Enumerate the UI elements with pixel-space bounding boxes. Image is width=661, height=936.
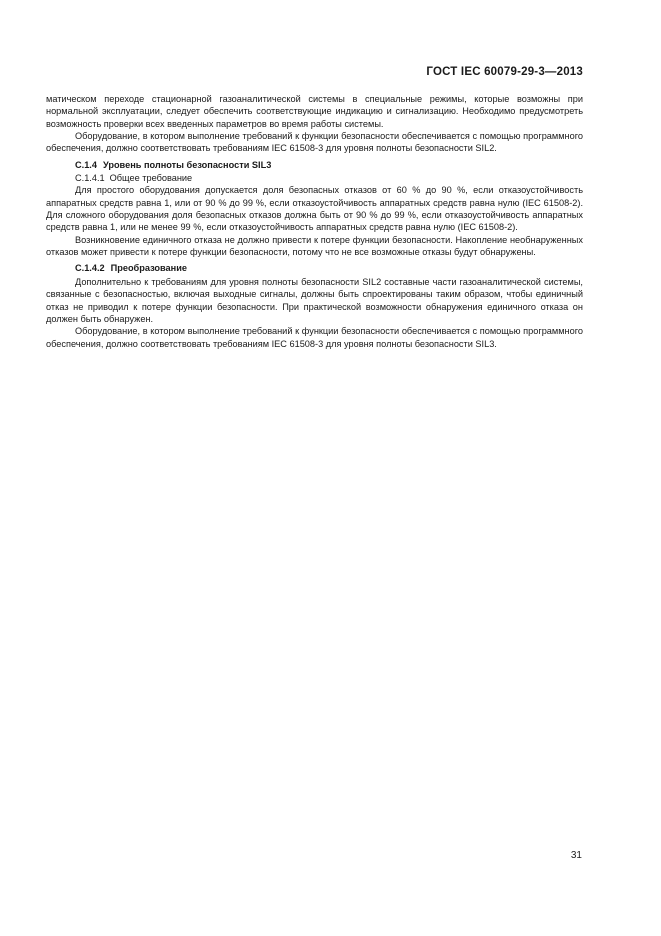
standard-designation: ГОСТ IEC 60079-29-3—2013 [426, 66, 583, 78]
section-title: Уровень полноты безопасности SIL3 [102, 159, 272, 170]
paragraph-safe-failure-fraction: Для простого оборудования допускается доля безопасных отказов от 60 % до 90 %, если отказоустойчивость аппаратных средств равна 1, или от 90 % до 99 %, если отказоустойчивость аппаратных средств равна нулю (IEC 61508-2). Для сложного оборудования доля безопасных отказов должна быть от 90 % до 99 %, если отказоустойчивость аппаратных средств равна 1, или не менее 99 %, если отказоустойчивость аппаратных средств равна нулю (IEC 61508-2). [46, 185, 583, 233]
subsection-heading-c142 [46, 262, 583, 274]
paragraph-single-fault: Возникновение единичного отказа не должно привести к потере функции безопасности. Накопление необнаруженных отказов может привести к потере функции безопасности, потому что не все возможные отказы будут обнаружены. [46, 234, 583, 258]
subsection-number: С.1.4.1 [75, 173, 105, 184]
subsection-title: Общее требование [109, 173, 193, 184]
paragraph-software-sil2: Оборудование, в котором выполнение требований к функции безопасности обеспечивается с помощью программного обеспечения, должно соответствовать требованиям IEC 61508-3 для уровня полноты безопасности SIL2. [46, 131, 583, 154]
section-heading-c14 [46, 159, 583, 171]
section-number: С.1.4 [75, 159, 97, 170]
page-number: 31 [570, 850, 582, 861]
subsection-number: С.1.4.2 [75, 263, 105, 274]
document-body [46, 93, 583, 350]
subsection-heading-c141 [46, 172, 583, 184]
paragraph-continuation: матическом переходе стационарной газоаналитической системы в специальные режимы, которые возможны при нормальной эксплуатации, следует обеспечить соответствующие индикацию и сигнализацию. Необходимо предусмотреть возможность проверки всех введенных параметров во время работы системы. [46, 94, 583, 129]
subsection-title: Преобразование [110, 263, 187, 274]
paragraph-additional-requirements: Дополнительно к требованиям для уровня полноты безопасности SIL2 составные части газоаналитической системы, связанные с безопасностью, включая выходные сигналы, должны быть спроектированы таким образом, чтобы единичный отказ не приводил к потере функции безопасности. При практической возможности обнаружения единичного отказа он должен быть обнаружен. [46, 276, 583, 324]
paragraph-software-sil3: Оборудование, в котором выполнение требований к функции безопасности обеспечивается с помощью программного обеспечения, должно соответствовать требованиям IEC 61508-3 для уровня полноты безопасности SIL3. [46, 326, 583, 349]
